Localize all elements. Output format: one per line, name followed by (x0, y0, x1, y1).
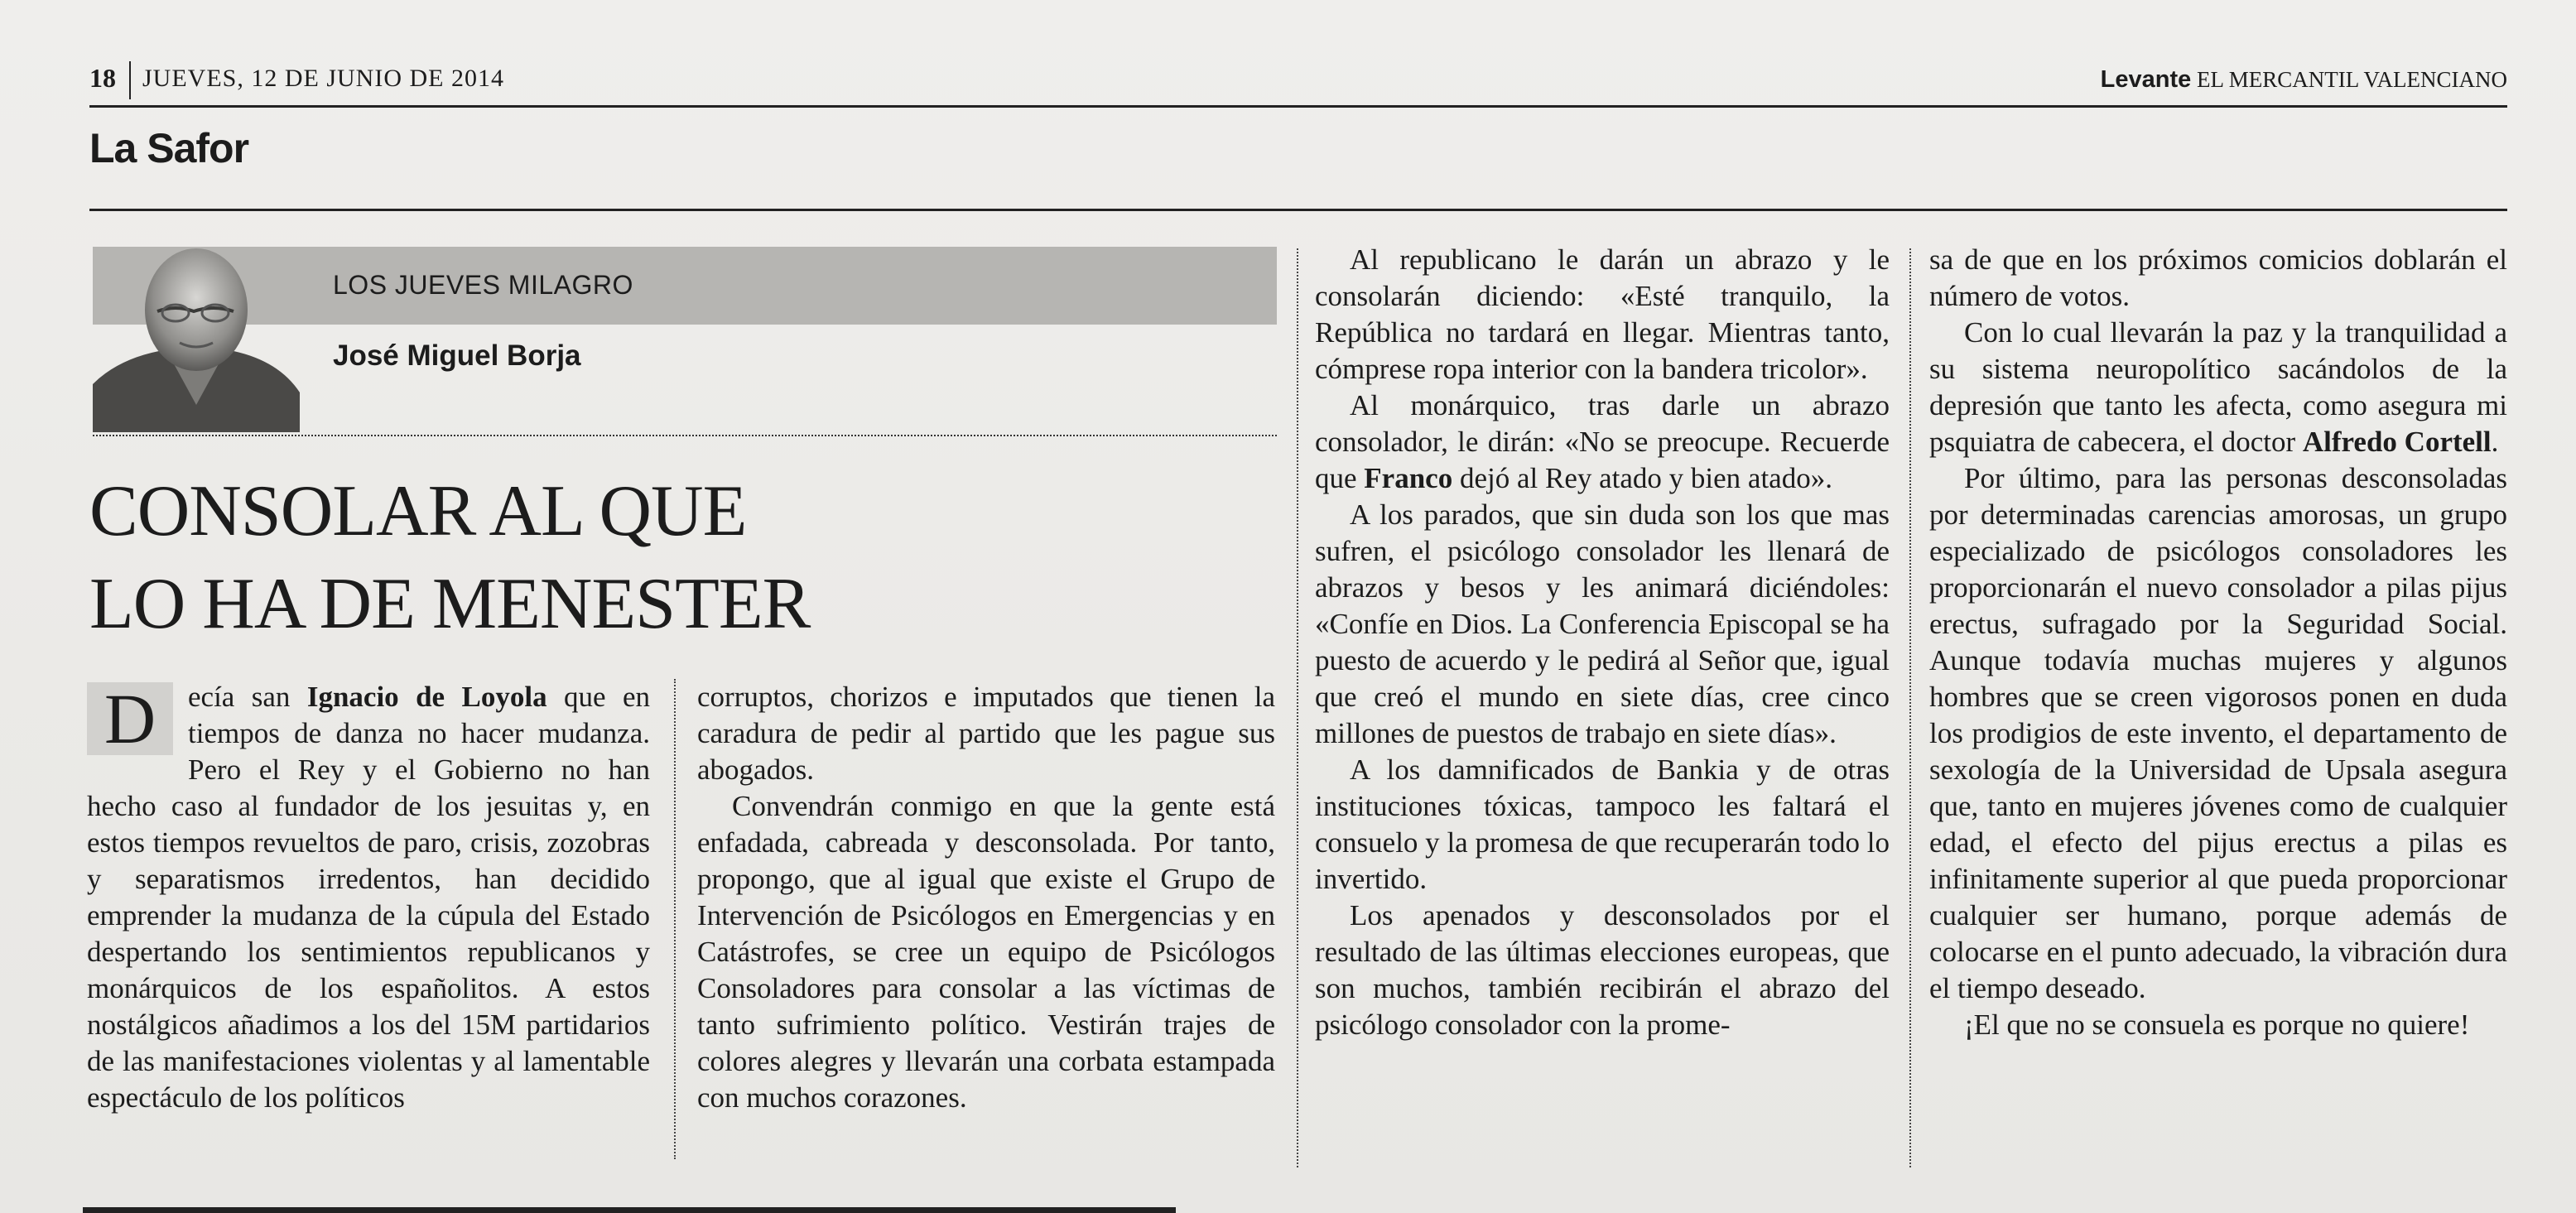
section-title: La Safor (89, 125, 249, 171)
masthead (2101, 66, 2507, 94)
article-column-1 (87, 679, 650, 1116)
text-run: que en tiempos de danza no hacer mudanza. Pero el Rey y el Gobierno no han hecho caso al fundador de los jesuitas y, en estos tiempos revueltos de paro, crisis, zozobras y separatismos irredentos, han decidido emprender la mudanza de la cúpula del Estado despertando los sentimientos republicanos y monárquicos de los españolitos. A estos nostálgicos añadimos a los del 15M partidarios de las manifestaciones violentas y al lamentable espectáculo de los políticos (87, 681, 651, 1114)
article-headline (89, 465, 1083, 651)
text-run: . (2491, 426, 2499, 458)
paragraph: Al republicano le darán un abrazo y le consolarán diciendo: «Esté tranquilo, la República no tardará en llegar. Mientras tanto, cómprese ropa interior con la bandera tricolor». (1315, 243, 1890, 385)
paragraph: sa de que en los próximos comicios doblarán el número de votos. (1929, 243, 2507, 312)
header-divider (129, 61, 131, 99)
text-run: ecía san (188, 681, 307, 713)
brand-name: Levante (2100, 66, 2192, 93)
drop-cap: D (87, 682, 173, 755)
column-divider (674, 679, 676, 1159)
paragraph (1929, 315, 2507, 460)
section-rule (89, 209, 2507, 211)
text-run: Con lo cual llevarán la paz y la tranquilidad a su sistema neuropolítico sacándolos de la depresión que tanto les afecta, como asegura mi psquiatra de cabecera, el doctor (1929, 316, 2507, 458)
author-photo (93, 235, 300, 432)
paragraph (1315, 387, 1890, 497)
person-name: Alfredo Cortell (2302, 426, 2492, 458)
paragraph: Los apenados y desconsolados por el resultado de las últimas elecciones europeas, que son muchos, también recibirán el abrazo del psicólogo consolador con la prome- (1315, 899, 1890, 1041)
paragraph: A los damnificados de Bankia y de otras instituciones tóxicas, tampoco les faltará el consuelo y la promesa de que recuperarán todo lo invertido. (1315, 753, 1890, 895)
paragraph: Por último, para las personas desconsoladas por determinadas carencias amorosas, un grupo especializado de psicólogos consoladores les proporcionarán el nuevo consolador a pilas pijus erectus, sufragado por la Seguridad Social. Aunque todavía muchas mujeres y algunos hombres que se creen vigorosos ponen en duda los prodigios de este invento, el departamento de sexología de la Universidad de Upsala asegura que, tanto en mujeres jóvenes como de cualquier edad, el efecto del pijus erectus a pilas es infinitamente superior al que pueda proporcionar cualquier ser humano, porque además de colocarse en el punto adecuado, la vibración dura el tiempo deseado. (1929, 462, 2507, 1004)
byline-rule (93, 435, 1277, 436)
headline-line: LO HA DE MENESTER (89, 564, 811, 644)
page-header (89, 60, 2507, 108)
paragraph (87, 679, 650, 1116)
paragraph: Convendrán conmigo en que la gente está enfadada, cabreada y desconsolada. Por tanto, propongo, que al igual que existe el Grupo de Intervención de Psicólogos en Emergencias y en Catástrofes, se cree un equipo de Psicólogos Consoladores para consolar a las víctimas de tanto sufrimiento político. Vestirán trajes de colores alegres y llevarán una corbata estampada con muchos corazones. (697, 790, 1275, 1114)
paragraph: ¡El que no se consuela es porque no quiere! (1964, 1008, 2470, 1041)
column-label: LOS JUEVES MILAGRO (333, 270, 633, 300)
bottom-rule (83, 1207, 1176, 1213)
person-name: Ignacio de Loyola (306, 681, 547, 713)
text-run: dejó al Rey atado y bien atado». (1452, 462, 1832, 494)
article-column-2 (697, 679, 1275, 1116)
column-divider (1297, 248, 1298, 1167)
person-name: Franco (1364, 462, 1453, 494)
text-run: Al monárquico, tras darle un abrazo consolador, le dirán: «No se preocupe. Recuerde que (1315, 389, 1890, 494)
paper-name: EL MERCANTIL VALENCIANO (2197, 67, 2507, 92)
paragraph: corruptos, chorizos e imputados que tienen la caradura de pedir al partido que les pague sus abogados. (697, 681, 1275, 786)
article-column-3 (1315, 242, 1890, 1043)
article-column-4 (1929, 242, 2507, 1043)
issue-date: JUEVES, 12 DE JUNIO DE 2014 (142, 65, 504, 92)
author-name: José Miguel Borja (333, 339, 581, 372)
page-number: 18 (89, 63, 116, 93)
headline-line: CONSOLAR AL QUE (89, 471, 747, 551)
paragraph: A los parados, que sin duda son los que mas sufren, el psicólogo consolador les llenará de abrazos y besos y les animará diciéndoles: «Confíe en Dios. La Conferencia Episcopal se ha puesto de acuerdo y le pedirá al Señor que, igual que creó el mundo en siete días, cree cinco millones de puestos de trabajo en siete días». (1315, 498, 1890, 749)
column-divider (1909, 248, 1911, 1167)
